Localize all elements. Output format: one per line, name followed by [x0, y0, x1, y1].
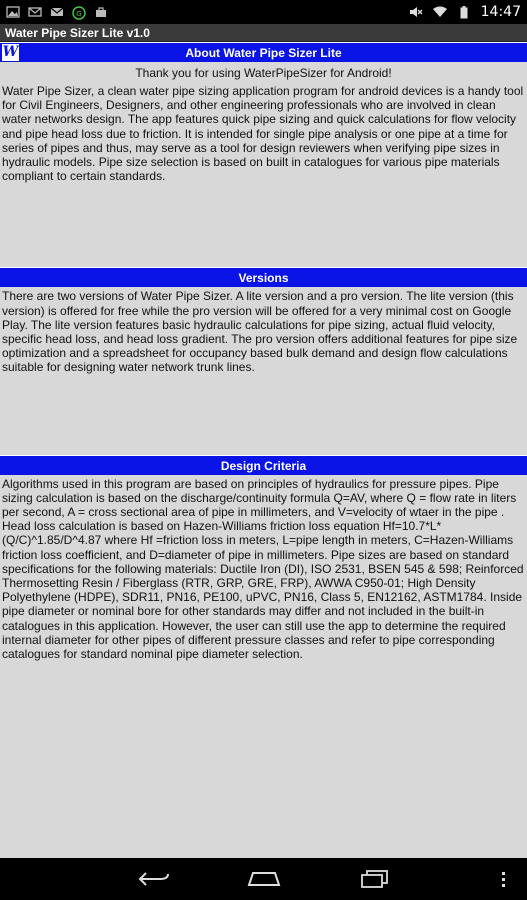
app-logo-icon: W: [2, 44, 19, 60]
about-header: [0, 42, 527, 62]
status-bar: [0, 0, 527, 24]
clock: 14:47: [480, 4, 521, 20]
thanks-message: Thank you for using WaterPipeSizer for Android!: [135, 66, 392, 80]
recent-apps-icon[interactable]: [354, 864, 394, 894]
mail-icon: [28, 6, 42, 18]
picture-icon: [6, 6, 20, 18]
gmail-icon: [50, 6, 64, 18]
home-icon[interactable]: [244, 864, 284, 894]
navigation-bar: [0, 858, 527, 900]
about-header-title: About Water Pipe Sizer Lite: [185, 46, 342, 60]
content-area[interactable]: [0, 42, 527, 858]
about-paragraph: Water Pipe Sizer, a clean water pipe sizing application program for android devices is a handy tool for Civil Engineers, Designers, and other engineering professionals who are involved in clean water networks design. The app features quick pipe sizing and quick calculations for flow velocity and pipe head loss due to friction. It is intended for single pipe analysis or one pipe at a time for series of pipes and thus, may serve as a tool for design reviewers when verifying pipe sizes in hydraulic models. Pipe size selection is based on built in catalogues for various pipe materials compliant to certain standards.: [2, 84, 524, 184]
system-icons: [409, 4, 521, 20]
design-criteria-header-title: Design Criteria: [220, 458, 307, 473]
battery-icon: [457, 6, 471, 18]
spacer: [0, 375, 527, 455]
versions-header-title: Versions: [238, 271, 289, 286]
mute-icon: [409, 6, 423, 18]
app-title-bar: Water Pipe Sizer Lite v1.0: [0, 24, 527, 42]
versions-paragraph: There are two versions of Water Pipe Sizer. A lite version and a pro version. The lite version (this version) is offered for free while the pro version will be offered for a very minimal cost on Google Play. The lite version features basic hydraulic calculations for pipe sizing, actual fluid velocity, specific head loss, and head loss gradient. The pro version offers additional features for pipe size optimization and a spreadsheet for occupancy based bulk demand and design flow calculations suitable for designing water network trunk lines.: [2, 289, 518, 375]
back-icon[interactable]: [134, 864, 174, 894]
design-criteria-header: [0, 455, 527, 475]
svg-text:G: G: [76, 10, 82, 18]
versions-header: [0, 267, 527, 287]
design-criteria-paragraph: Algorithms used in this program are based on principles of hydraulics for pressure pipes. Pipe sizing calculation is based on the discharge/continuity formula Q=AV, where Q = flow rate in liters per second, A = cross sectional area of pipe in millimeters, and V=velocity of wtaer in the pipe . Head loss calculation is based on Hazen-Williams friction loss equation Hf=10.7*L*(Q/C)^1.85/D^4.87 where Hf =friction loss in meters, L=pipe length in meters, C=Hazen-Williams friction loss coefficient, and D=diameter of pipe in millimeters. Pipe sizes are based on standard specifications for the following materials: Ductile Iron (DI), ISO 2531, BSEN 545 & 598; Reinforced Thermosetting Resin / Fiberglass (RTR, GRP, GRE, FRP), AWWA C950-01; High Density Polyethylene (HDPE), SDR11, PN16, PE100, uPVC, PN16, Class 5, EN12162, ASTM1784. Inside pipe diameter or nominal bore for other standards may differ and not included in the built-in catalogues in this application. However, the user can still use the app to determine the required internal diameter for other pipes of different pressure classes and refer to pipe corresponding catalogues for standard nominal pipe diameter selection.: [2, 476, 524, 662]
bag-icon: [94, 6, 108, 18]
notification-icons: [6, 6, 108, 18]
menu-icon[interactable]: [493, 868, 513, 890]
spacer: [0, 183, 527, 267]
wifi-icon: [433, 6, 447, 18]
sync-icon: [72, 6, 86, 18]
